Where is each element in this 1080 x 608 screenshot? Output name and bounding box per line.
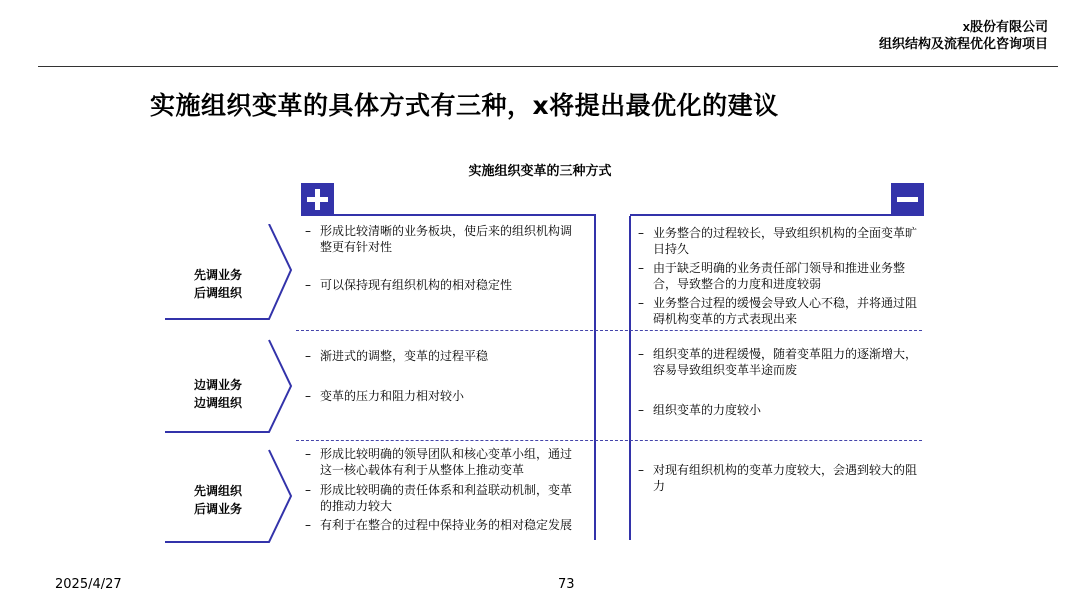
page-number: 73 xyxy=(558,577,575,592)
row-divider xyxy=(296,330,922,331)
con-item: – 对现有组织机构的变革力度较大，会遇到较大的阻力 xyxy=(638,463,918,493)
project-name: 组织结构及流程优化咨询项目 xyxy=(878,36,1048,51)
pro-item: – 形成比较明确的责任体系和利益联动机制，变革的推动力较大 xyxy=(305,483,573,513)
company-header xyxy=(879,18,1048,52)
page-title: 实施组织变革的具体方式有三种，x将提出最优化的建议 xyxy=(150,91,779,120)
con-item: – 组织变革的进程缓慢，随着变革阻力的逐渐增大，容易导致组织变革半途而废 xyxy=(638,347,918,377)
pros-right-border xyxy=(594,216,596,540)
row-label-line: 后调组织 xyxy=(193,286,242,300)
pro-item: – 渐进式的调整，变革的过程平稳 xyxy=(305,349,489,363)
con-item: – 业务整合过程的缓慢会导致人心不稳，并将通过阻碍机构变革的方式表现出来 xyxy=(638,296,918,326)
row-label-2 xyxy=(163,376,273,412)
row-label-line: 边调组织 xyxy=(193,396,242,410)
row-label-line: 后调业务 xyxy=(193,502,242,516)
con-item: – 由于缺乏明确的业务责任部门领导和推进业务整合，导致整合的力度和进度较弱 xyxy=(638,261,906,291)
footer-date: 2025/4/27 xyxy=(55,577,122,592)
pros-top-border xyxy=(334,214,596,216)
row-label-line: 边调业务 xyxy=(193,378,242,392)
pro-item: – 有利于在整合的过程中保持业务的相对稳定发展 xyxy=(305,518,573,532)
pro-item: – 形成比较明确的领导团队和核心变革小组，通过这一核心载体有利于从整体上推动变革 xyxy=(305,447,573,477)
pro-item: – 可以保持现有组织机构的相对稳定性 xyxy=(305,278,513,292)
pro-item: – 形成比较清晰的业务板块，使后来的组织机构调整更有针对性 xyxy=(305,224,573,254)
header-divider xyxy=(38,66,1058,67)
row-label-line: 先调业务 xyxy=(193,268,242,282)
row-divider xyxy=(296,440,922,441)
table-subtitle: 实施组织变革的三种方式 xyxy=(468,164,612,179)
cons-left-border xyxy=(629,216,631,540)
row-label-1 xyxy=(163,266,273,302)
cons-top-border xyxy=(630,214,891,216)
row-label-line: 先调组织 xyxy=(193,484,242,498)
plus-icon xyxy=(301,183,334,216)
company-name: x股份有限公司 xyxy=(962,19,1048,34)
con-item: – 组织变革的力度较小 xyxy=(638,403,762,417)
minus-icon xyxy=(891,183,924,216)
con-item: – 业务整合的过程较长，导致组织机构的全面变革旷日持久 xyxy=(638,226,918,256)
row-label-3 xyxy=(163,482,273,518)
pro-item: – 变革的压力和阻力相对较小 xyxy=(305,389,465,403)
